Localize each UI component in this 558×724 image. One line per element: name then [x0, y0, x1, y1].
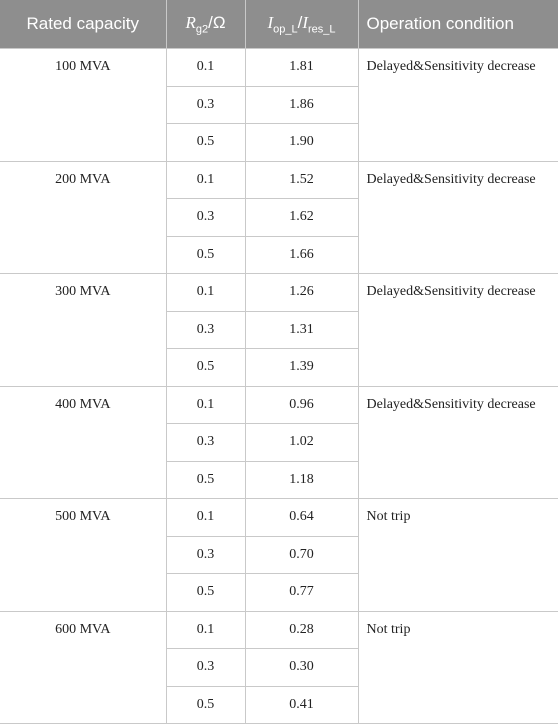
condition-cell: Delayed&Sensitivity decrease	[358, 49, 558, 162]
ratio-cell: 1.31	[245, 311, 358, 349]
condition-cell: Delayed&Sensitivity decrease	[358, 274, 558, 387]
rg-cell: 0.3	[166, 536, 245, 574]
rg-cell: 0.5	[166, 349, 245, 387]
capacity-cell: 200 MVA	[0, 161, 166, 274]
ratio-cell: 0.70	[245, 536, 358, 574]
rg-cell: 0.1	[166, 499, 245, 537]
table-row	[0, 274, 558, 312]
resistance-symbol: R	[185, 12, 196, 32]
header-resistance	[166, 0, 245, 49]
table-body	[0, 49, 558, 724]
capacity-cell: 500 MVA	[0, 499, 166, 612]
rg-cell: 0.3	[166, 199, 245, 237]
ratio-cell: 0.64	[245, 499, 358, 537]
rg-cell: 0.5	[166, 236, 245, 274]
ratio-cell: 0.28	[245, 611, 358, 649]
rg-cell: 0.1	[166, 611, 245, 649]
resistance-subscript: g2	[195, 23, 209, 36]
rg-cell: 0.1	[166, 386, 245, 424]
rg-cell: 0.3	[166, 86, 245, 124]
table-row	[0, 499, 558, 537]
rg-cell: 0.3	[166, 311, 245, 349]
ratio-cell: 1.52	[245, 161, 358, 199]
condition-cell: Not trip	[358, 611, 558, 724]
ratio-cell: 1.39	[245, 349, 358, 387]
rg-cell: 0.1	[166, 49, 245, 87]
ratio-cell: 1.66	[245, 236, 358, 274]
rg-cell: 0.3	[166, 424, 245, 462]
rg-cell: 0.1	[166, 274, 245, 312]
rg-cell: 0.5	[166, 686, 245, 724]
condition-cell: Not trip	[358, 499, 558, 612]
rg-cell: 0.5	[166, 124, 245, 162]
ratio-cell: 0.41	[245, 686, 358, 724]
ratio-cell: 0.77	[245, 574, 358, 612]
table-row	[0, 161, 558, 199]
table-row	[0, 611, 558, 649]
ratio-cell: 1.18	[245, 461, 358, 499]
header-rated-capacity: Rated capacity	[0, 0, 166, 49]
ratio-cell: 0.96	[245, 386, 358, 424]
capacity-cell: 600 MVA	[0, 611, 166, 724]
capacity-cell: 400 MVA	[0, 386, 166, 499]
ratio-cell: 1.86	[245, 86, 358, 124]
ratio-cell: 1.90	[245, 124, 358, 162]
rg-cell: 0.5	[166, 574, 245, 612]
capacity-cell: 100 MVA	[0, 49, 166, 162]
res-current-subscript: res_L	[308, 23, 336, 36]
op-current-subscript: op_L	[273, 23, 298, 36]
condition-cell: Delayed&Sensitivity decrease	[358, 161, 558, 274]
table-header	[0, 0, 558, 49]
ratio-cell: 1.81	[245, 49, 358, 87]
rg-cell: 0.1	[166, 161, 245, 199]
table-row	[0, 386, 558, 424]
resistance-unit: /Ω	[208, 12, 226, 32]
ratio-cell: 1.26	[245, 274, 358, 312]
ratio-cell: 0.30	[245, 649, 358, 687]
header-operation-condition: Operation condition	[358, 0, 558, 49]
op-current-symbol: I	[267, 12, 274, 32]
res-current-symbol: I	[302, 12, 309, 32]
condition-cell: Delayed&Sensitivity decrease	[358, 386, 558, 499]
ratio-cell: 1.02	[245, 424, 358, 462]
rg-cell: 0.3	[166, 649, 245, 687]
capacity-cell: 300 MVA	[0, 274, 166, 387]
ratio-slash: /	[297, 12, 303, 32]
header-current-ratio	[245, 0, 358, 49]
ratio-cell: 1.62	[245, 199, 358, 237]
table-row	[0, 49, 558, 87]
rg-cell: 0.5	[166, 461, 245, 499]
